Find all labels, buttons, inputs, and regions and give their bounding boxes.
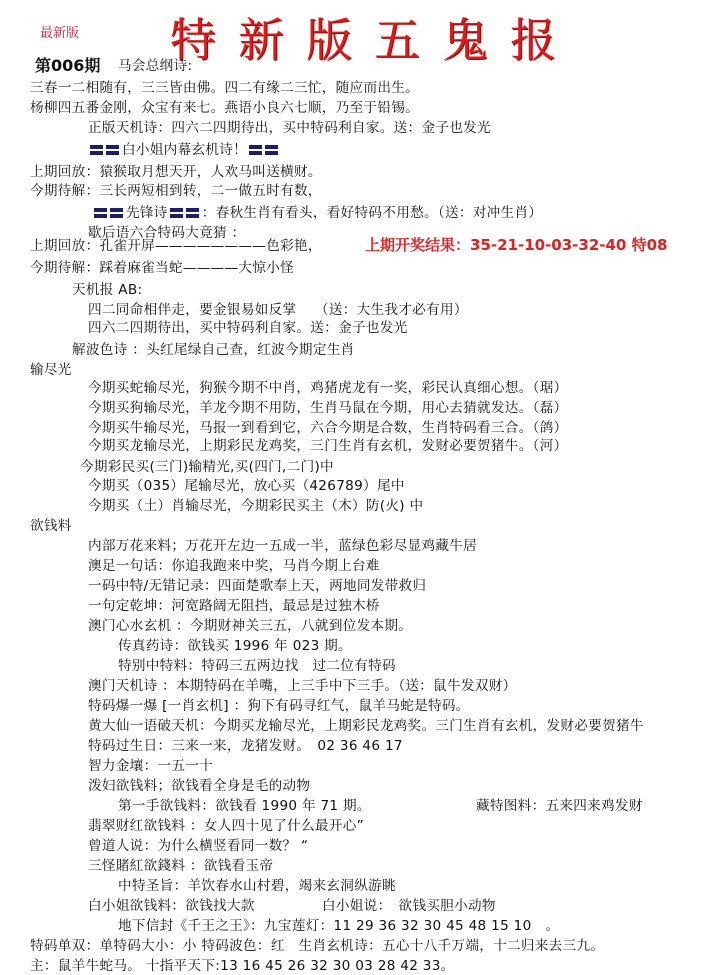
text-line: 解波色诗 ：头红尾绿自己查，红波今期定生肖	[72, 342, 355, 358]
text-line: 今期买（土）肖输尽光，今期彩民买主（木）防(火) 中	[88, 498, 424, 514]
double-bar-icon	[94, 207, 124, 219]
text-line: 泼妇欲钱料；欲钱看全身是毛的动物	[88, 778, 311, 794]
text-line: 翡翠财红欲钱料 ：女人四十见了什么最开心”	[88, 818, 364, 834]
text-line: 澳足一句话：你追我跑来中奖，马肖今期上台难	[88, 558, 380, 574]
text-line: 歇后语六合特码大竟猜 ：	[88, 225, 246, 241]
text-line: 曾道人说：为什么横竖看同一数？ “	[88, 838, 309, 854]
latest-edition-badge: 最新版	[40, 26, 80, 41]
text-line: 今期待解：三长两短相到转，二一做五时有数，	[30, 183, 322, 199]
text-line: 今期买牛输尽光，马报一到看到它，六合今期是合数，生肖特码看三合。（鸽）	[88, 420, 568, 436]
last-draw-result: 上期开奖结果：35-21-10-03-32-40 特08	[365, 236, 668, 254]
text-segment: 白小姐内幕玄机诗！	[122, 142, 248, 158]
text-line: 一句定乾坤：河宽路阔无阻挡，最忌是过独木桥	[88, 598, 380, 614]
page-title: 特新版五鬼报	[170, 13, 578, 67]
text-line: 白小姐欲钱料：欲钱找大款	[88, 898, 255, 914]
text-line: 一码中特/无错记录：四面楚歌奉上天，两地同发带救归	[88, 578, 427, 594]
text-line: 天机报 AB:	[72, 282, 143, 298]
text-line: 特码爆一爆 [一肖玄机] ：狗下有码寻红气，鼠羊马蛇是特码。	[88, 698, 470, 714]
text-line: 特码单双：单特码大小：小 特码波色：红 生肖玄机诗：五心十八千万端，十二归来去三九。	[30, 938, 605, 954]
text-line	[92, 204, 542, 222]
text-line: 藏特图料：五来四来鸡发财	[476, 798, 643, 814]
text-line: 今期待解：踩着麻雀当蛇————大惊小怪	[30, 260, 294, 276]
text-line: 中特圣旨：羊饮春水山村碧，竭来玄洞纵游眺	[118, 878, 396, 894]
text-line: 四六二四期待出，买中特码利自家。送：金子也发光	[88, 320, 408, 336]
text-line: 三怪賭紅欲錢料 ：欲钱看玉帝	[88, 858, 274, 874]
text-line	[88, 141, 281, 159]
text-line: 上期回放：孔雀开屏————————色彩艳，	[30, 238, 322, 254]
text-line: 澳门心水玄机 ：今期财神关三五，八就到位发本期。	[88, 618, 413, 634]
text-line: 第一手欲钱料：欲钱看 1990 年 71 期。	[118, 798, 371, 814]
text-segment: ：春秋生肖有看头，看好特码不用愁。（送：对冲生肖）	[201, 205, 543, 221]
text-line: 上期回放：猿猴取月想天开，人欢马叫送横财。	[30, 164, 322, 180]
text-line: 杨柳四五番金刚，众宝有来七。燕语小良六七顺，乃至于铅锡。	[30, 100, 420, 116]
text-line: 今期买龙输尽光，上期彩民龙鸡奖，三门生肖有玄机，发财必要贺猪牛。（河）	[88, 438, 568, 454]
text-line: 欲钱料	[30, 518, 72, 534]
text-line: 内部万花来料；万花开左边一五成一半，蓝绿色彩尽显鸡藏牛居	[88, 538, 478, 554]
text-line: 黄大仙一语破天机：今期买龙输尽光，上期彩民龙鸡奖。三门生肖有玄机，发财必要贺猪牛	[88, 718, 644, 734]
text-line: 今期买（035）尾输尽光，放心买（426789）尾中	[88, 478, 405, 494]
text-line: 白小姐说： 欲钱买胆小动物	[322, 898, 496, 914]
text-line: 澳门天机诗 ：本期特码在羊嘴，上三手中下三手。（送：鼠牛发双财）	[88, 678, 517, 694]
issue-number: 第006期	[35, 56, 101, 75]
text-line: 特码过生日：三来一来，龙猪发财。 02 36 46 17	[88, 738, 403, 754]
text-line: 三春一二相随有，三三皆由佛。四二有缘二三忙，随应而出生。	[30, 80, 420, 96]
text-line: 今期买狗输尽光，羊龙今期不用防，生肖马鼠在今期，用心去猜就发达。（磊）	[88, 400, 568, 416]
text-line: 主：鼠羊牛蛇马。 十指平天下:13 16 45 26 32 30 03 28 42 33。	[30, 958, 455, 974]
double-bar-icon	[90, 144, 120, 156]
text-segment: 先锋诗	[126, 205, 168, 221]
text-line: 今期买蛇输尽光，狗猴今期不中肖，鸡猪虎龙有一奖，彩民认真细心想。（琚）	[88, 380, 568, 396]
text-line: 地下信封《千王之王》：九宝莲灯：11 29 36 32 30 45 48 15 10 。	[118, 918, 560, 934]
text-line: 输尽光	[30, 362, 72, 378]
double-bar-icon	[249, 144, 279, 156]
text-line: 四二同命相伴走，要金银易如反掌 （送：大生我才必有用）	[88, 302, 468, 318]
text-line: 特别中特料：特码三五两边找 过二位有特码	[118, 658, 396, 674]
text-line: 正版天机诗：四六二四期待出，买中特码利自家。送：金子也发光	[88, 120, 491, 136]
text-line: 马会总纲诗:	[118, 58, 193, 74]
text-line: 今期彩民买(三门)输精光,买(四门,二门)中	[80, 459, 334, 475]
text-line: 智力金壤：一五一十	[88, 758, 214, 774]
text-line: 传真药诗：欲钱买 1996 年 023 期。	[118, 638, 352, 654]
double-bar-icon	[170, 207, 200, 219]
